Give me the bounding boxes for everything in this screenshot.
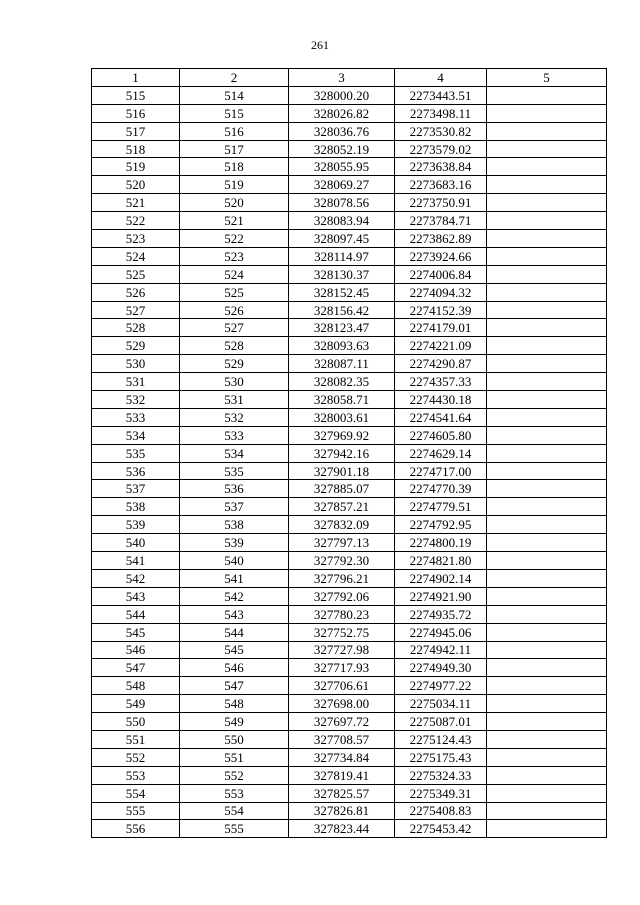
table-cell-col-5 [487,462,607,480]
table-row [92,534,607,552]
table-cell-col-1: 533 [92,408,180,426]
table-cell-col-4: 2273498.11 [395,104,487,122]
table-cell-col-5 [487,86,607,104]
table-cell-col-3: 327826.81 [289,802,395,820]
table-cell-col-4: 2275324.33 [395,766,487,784]
table-cell-col-4: 2274221.09 [395,337,487,355]
table-cell-col-5 [487,194,607,212]
table-cell-col-3: 328114.97 [289,247,395,265]
table-body [92,86,607,837]
table-cell-col-1: 543 [92,587,180,605]
table-cell-col-4: 2273579.02 [395,140,487,158]
table-cell-col-2: 526 [180,301,289,319]
table-cell-col-4: 2274921.90 [395,587,487,605]
table-cell-col-2: 535 [180,462,289,480]
table-cell-col-5 [487,659,607,677]
table-cell-col-3: 327792.30 [289,552,395,570]
table-cell-col-5 [487,337,607,355]
table-cell-col-5 [487,301,607,319]
table-cell-col-5 [487,391,607,409]
table-cell-col-2: 521 [180,212,289,230]
table-cell-col-2: 550 [180,730,289,748]
table-cell-col-3: 328087.11 [289,355,395,373]
table-cell-col-3: 328003.61 [289,408,395,426]
table-cell-col-3: 328078.56 [289,194,395,212]
table-row [92,766,607,784]
table-row [92,230,607,248]
table-row [92,355,607,373]
table-row [92,623,607,641]
table-cell-col-5 [487,122,607,140]
table-cell-col-1: 532 [92,391,180,409]
table-cell-col-3: 327901.18 [289,462,395,480]
table-cell-col-3: 327717.93 [289,659,395,677]
table-cell-col-4: 2275408.83 [395,802,487,820]
table-cell-col-5 [487,695,607,713]
table-cell-col-3: 327832.09 [289,516,395,534]
table-cell-col-5 [487,569,607,587]
table-cell-col-4: 2274605.80 [395,426,487,444]
table-cell-col-2: 524 [180,265,289,283]
table-cell-col-1: 552 [92,748,180,766]
table-cell-col-5 [487,623,607,641]
table-cell-col-3: 327823.44 [289,820,395,838]
table-cell-col-4: 2274629.14 [395,444,487,462]
table-row [92,426,607,444]
table-cell-col-2: 534 [180,444,289,462]
table-row [92,158,607,176]
table-cell-col-5 [487,498,607,516]
table-cell-col-1: 542 [92,569,180,587]
table-cell-col-3: 327698.00 [289,695,395,713]
table-cell-col-4: 2274945.06 [395,623,487,641]
table-row [92,820,607,838]
table-row [92,605,607,623]
table-cell-col-2: 540 [180,552,289,570]
table-cell-col-1: 522 [92,212,180,230]
table-cell-col-2: 538 [180,516,289,534]
table-cell-col-2: 543 [180,605,289,623]
table-cell-col-1: 545 [92,623,180,641]
table-cell-col-4: 2275175.43 [395,748,487,766]
table-cell-col-5 [487,158,607,176]
table-row [92,176,607,194]
table-cell-col-3: 328036.76 [289,122,395,140]
table-row [92,552,607,570]
table-row [92,283,607,301]
table-cell-col-3: 328083.94 [289,212,395,230]
table-cell-col-4: 2275087.01 [395,713,487,731]
table-cell-col-4: 2274902.14 [395,569,487,587]
table-cell-col-2: 541 [180,569,289,587]
table-cell-col-4: 2273683.16 [395,176,487,194]
table-cell-col-3: 328069.27 [289,176,395,194]
table-row [92,86,607,104]
table-cell-col-2: 525 [180,283,289,301]
table-cell-col-5 [487,283,607,301]
table-cell-col-4: 2273784.71 [395,212,487,230]
table-cell-col-5 [487,534,607,552]
table-cell-col-1: 517 [92,122,180,140]
table-cell-col-5 [487,212,607,230]
table-cell-col-3: 328093.63 [289,337,395,355]
table-cell-col-4: 2274800.19 [395,534,487,552]
table-cell-col-1: 525 [92,265,180,283]
table-cell-col-4: 2274357.33 [395,373,487,391]
table-cell-col-4: 2274792.95 [395,516,487,534]
table-cell-col-1: 551 [92,730,180,748]
table-cell-col-5 [487,802,607,820]
table-cell-col-1: 548 [92,677,180,695]
table-cell-col-3: 328000.20 [289,86,395,104]
table-cell-col-1: 528 [92,319,180,337]
table-cell-col-5 [487,230,607,248]
table-cell-col-1: 523 [92,230,180,248]
table-cell-col-4: 2274152.39 [395,301,487,319]
table-cell-col-1: 556 [92,820,180,838]
table-cell-col-2: 517 [180,140,289,158]
table-cell-col-1: 520 [92,176,180,194]
table-row [92,140,607,158]
table-cell-col-1: 519 [92,158,180,176]
table-cell-col-4: 2274541.64 [395,408,487,426]
table-cell-col-4: 2274179.01 [395,319,487,337]
column-header-1: 1 [92,69,180,87]
table-cell-col-1: 539 [92,516,180,534]
table-cell-col-4: 2273862.89 [395,230,487,248]
table-cell-col-2: 533 [180,426,289,444]
table-cell-col-5 [487,820,607,838]
table-cell-col-3: 328052.19 [289,140,395,158]
table-cell-col-2: 551 [180,748,289,766]
table-cell-col-3: 327792.06 [289,587,395,605]
table-cell-col-3: 328130.37 [289,265,395,283]
table-cell-col-5 [487,373,607,391]
table-cell-col-1: 537 [92,480,180,498]
table-cell-col-5 [487,176,607,194]
table-row [92,194,607,212]
table-cell-col-4: 2274290.87 [395,355,487,373]
table-cell-col-1: 553 [92,766,180,784]
table-cell-col-3: 327825.57 [289,784,395,802]
table-cell-col-4: 2274821.80 [395,552,487,570]
table-cell-col-4: 2274942.11 [395,641,487,659]
table-cell-col-4: 2275034.11 [395,695,487,713]
table-cell-col-1: 521 [92,194,180,212]
table-cell-col-2: 536 [180,480,289,498]
table-cell-col-3: 327706.61 [289,677,395,695]
table-cell-col-2: 554 [180,802,289,820]
table-cell-col-3: 328026.82 [289,104,395,122]
table-cell-col-4: 2274949.30 [395,659,487,677]
table-cell-col-2: 547 [180,677,289,695]
table-cell-col-4: 2273638.84 [395,158,487,176]
table-cell-col-2: 544 [180,623,289,641]
table-cell-col-5 [487,766,607,784]
column-header-5: 5 [487,69,607,87]
table-cell-col-5 [487,247,607,265]
table-cell-col-1: 554 [92,784,180,802]
table-cell-col-1: 530 [92,355,180,373]
table-cell-col-2: 529 [180,355,289,373]
table-cell-col-2: 530 [180,373,289,391]
table-row [92,569,607,587]
table-cell-col-1: 531 [92,373,180,391]
table-cell-col-4: 2274006.84 [395,265,487,283]
table-cell-col-3: 327797.13 [289,534,395,552]
table-cell-col-5 [487,444,607,462]
table-cell-col-2: 548 [180,695,289,713]
table-cell-col-5 [487,426,607,444]
table-row [92,444,607,462]
table-cell-col-2: 546 [180,659,289,677]
coordinates-table [91,68,607,838]
table-cell-col-4: 2274094.32 [395,283,487,301]
table-cell-col-2: 531 [180,391,289,409]
table-cell-col-5 [487,319,607,337]
table-cell-col-3: 328156.42 [289,301,395,319]
table-cell-col-2: 519 [180,176,289,194]
table-cell-col-2: 532 [180,408,289,426]
table-cell-col-1: 538 [92,498,180,516]
table-cell-col-1: 529 [92,337,180,355]
table-cell-col-4: 2274770.39 [395,480,487,498]
table-cell-col-5 [487,587,607,605]
table-cell-col-1: 546 [92,641,180,659]
table-cell-col-3: 327727.98 [289,641,395,659]
table-cell-col-3: 328123.47 [289,319,395,337]
table-cell-col-4: 2274977.22 [395,677,487,695]
table-row [92,408,607,426]
table-cell-col-3: 328152.45 [289,283,395,301]
table-cell-col-5 [487,677,607,695]
column-header-2: 2 [180,69,289,87]
table-cell-col-2: 528 [180,337,289,355]
table-cell-col-5 [487,748,607,766]
table-row [92,373,607,391]
table-cell-col-3: 327857.21 [289,498,395,516]
table-cell-col-2: 553 [180,784,289,802]
table-cell-col-2: 549 [180,713,289,731]
table-row [92,730,607,748]
table-cell-col-5 [487,605,607,623]
table-cell-col-5 [487,516,607,534]
table-row [92,391,607,409]
table-cell-col-1: 550 [92,713,180,731]
table-cell-col-3: 327942.16 [289,444,395,462]
table-cell-col-1: 541 [92,552,180,570]
table-cell-col-5 [487,480,607,498]
table-row [92,516,607,534]
table-cell-col-3: 327780.23 [289,605,395,623]
table-cell-col-2: 555 [180,820,289,838]
table-cell-col-3: 327697.72 [289,713,395,731]
table-cell-col-2: 523 [180,247,289,265]
table-cell-col-3: 327734.84 [289,748,395,766]
table-cell-col-3: 327708.57 [289,730,395,748]
column-header-4: 4 [395,69,487,87]
table-cell-col-3: 327796.21 [289,569,395,587]
table-cell-col-1: 524 [92,247,180,265]
table-row [92,695,607,713]
table-cell-col-2: 522 [180,230,289,248]
table-cell-col-3: 327969.92 [289,426,395,444]
table-cell-col-2: 527 [180,319,289,337]
table-cell-col-1: 518 [92,140,180,158]
table-row [92,748,607,766]
page-number: 261 [311,38,329,52]
table-row [92,480,607,498]
table-cell-col-5 [487,552,607,570]
table-row [92,462,607,480]
table-cell-col-1: 540 [92,534,180,552]
table-cell-col-1: 536 [92,462,180,480]
table-cell-col-5 [487,265,607,283]
table-cell-col-2: 539 [180,534,289,552]
table-row [92,122,607,140]
table-cell-col-4: 2273750.91 [395,194,487,212]
table-row [92,802,607,820]
table-cell-col-1: 534 [92,426,180,444]
table-cell-col-2: 545 [180,641,289,659]
table-row [92,337,607,355]
table-cell-col-1: 516 [92,104,180,122]
table-cell-col-4: 2273530.82 [395,122,487,140]
table-cell-col-1: 515 [92,86,180,104]
table-cell-col-4: 2275349.31 [395,784,487,802]
table-cell-col-3: 327819.41 [289,766,395,784]
table-cell-col-3: 327752.75 [289,623,395,641]
table-cell-col-2: 542 [180,587,289,605]
table-cell-col-2: 515 [180,104,289,122]
table-cell-col-5 [487,408,607,426]
table-cell-col-4: 2274717.00 [395,462,487,480]
table-cell-col-5 [487,730,607,748]
table-cell-col-2: 520 [180,194,289,212]
table-cell-col-3: 327885.07 [289,480,395,498]
table-cell-col-4: 2274430.18 [395,391,487,409]
column-header-3: 3 [289,69,395,87]
table-row [92,677,607,695]
table-row [92,247,607,265]
table-cell-col-5 [487,104,607,122]
table-row [92,659,607,677]
table-cell-col-2: 537 [180,498,289,516]
table-cell-col-1: 527 [92,301,180,319]
table-cell-col-2: 514 [180,86,289,104]
table-cell-col-3: 328055.95 [289,158,395,176]
table-cell-col-4: 2274935.72 [395,605,487,623]
table-cell-col-5 [487,140,607,158]
table-cell-col-2: 516 [180,122,289,140]
table-row [92,212,607,230]
table-row [92,498,607,516]
table-row [92,104,607,122]
table-cell-col-2: 518 [180,158,289,176]
table-cell-col-4: 2273924.66 [395,247,487,265]
table-cell-col-1: 544 [92,605,180,623]
table-cell-col-1: 549 [92,695,180,713]
table-cell-col-4: 2275124.43 [395,730,487,748]
table-row [92,587,607,605]
table-row [92,784,607,802]
table-row [92,641,607,659]
table-cell-col-2: 552 [180,766,289,784]
table-cell-col-1: 535 [92,444,180,462]
table-cell-col-4: 2275453.42 [395,820,487,838]
table-row [92,713,607,731]
table-cell-col-4: 2274779.51 [395,498,487,516]
table-header-row [92,69,607,87]
table-cell-col-1: 547 [92,659,180,677]
table-cell-col-1: 526 [92,283,180,301]
table-row [92,265,607,283]
table-cell-col-3: 328082.35 [289,373,395,391]
table-cell-col-5 [487,641,607,659]
table-cell-col-5 [487,355,607,373]
table-cell-col-5 [487,713,607,731]
table-cell-col-1: 555 [92,802,180,820]
table-cell-col-5 [487,784,607,802]
table-row [92,319,607,337]
table-cell-col-3: 328097.45 [289,230,395,248]
table-row [92,301,607,319]
table-cell-col-4: 2273443.51 [395,86,487,104]
table-cell-col-3: 328058.71 [289,391,395,409]
